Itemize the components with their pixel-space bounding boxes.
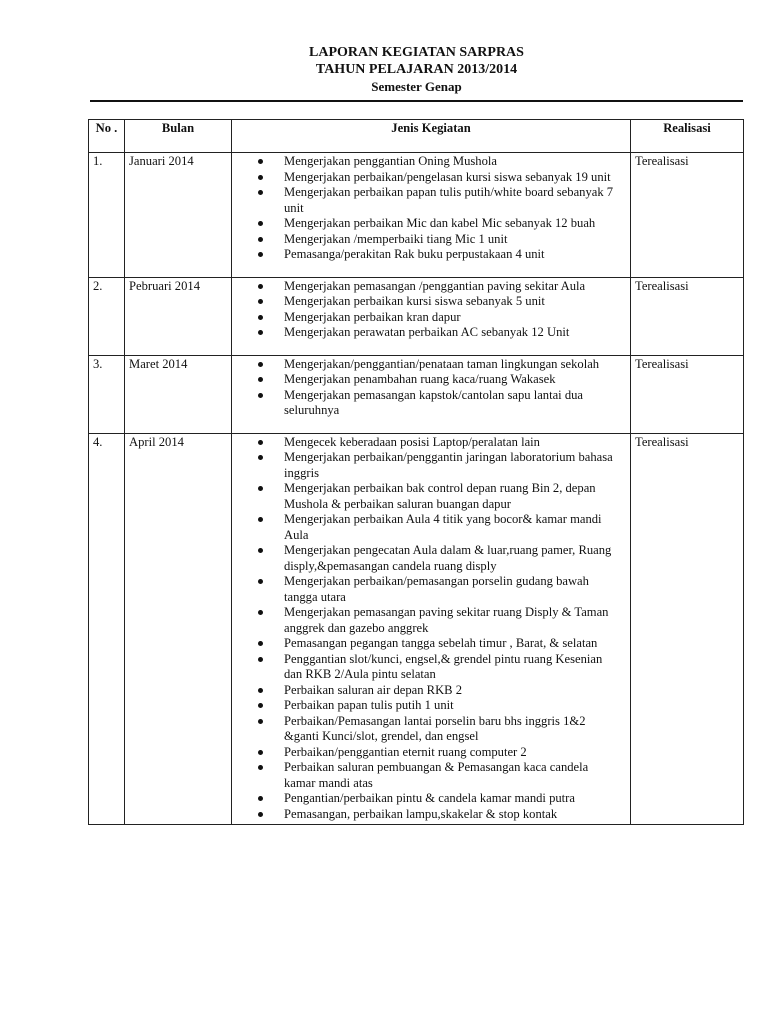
list-item xyxy=(236,698,626,714)
activity-text: Pengantian/perbaikan pintu & candela kamar mandi putra xyxy=(284,791,575,805)
row-number: 1. xyxy=(89,153,125,278)
activity-list xyxy=(236,435,626,823)
list-item xyxy=(236,652,626,683)
list-item xyxy=(236,745,626,761)
report-title: LAPORAN KEGIATAN SARPRAS xyxy=(309,45,524,60)
bullet-icon xyxy=(258,486,263,491)
row-month: Januari 2014 xyxy=(125,153,232,278)
activity-text: Mengerjakan /memperbaiki tiang Mic 1 unit xyxy=(284,231,508,246)
bullet-icon xyxy=(258,796,263,801)
list-item xyxy=(236,683,626,699)
bullet-icon xyxy=(258,750,263,755)
bullet-icon xyxy=(258,440,263,445)
activity-text: Mengerjakan pemasangan kapstok/cantolan sapu lantai dua seluruhnya xyxy=(284,387,583,417)
bullet-icon xyxy=(258,377,263,382)
list-item xyxy=(236,185,626,216)
row-status: Terealisasi xyxy=(631,355,744,433)
list-item xyxy=(236,232,626,248)
activity-text: Mengerjakan perbaikan papan tulis putih/white board sebanyak 7 unit xyxy=(284,185,614,215)
list-item xyxy=(236,791,626,807)
bullet-icon xyxy=(258,190,263,195)
activity-text: Perbaikan saluran pembuangan & Pemasangan kaca candela kamar mandi atas xyxy=(284,760,589,790)
row-status: Terealisasi xyxy=(631,277,744,355)
list-item xyxy=(236,605,626,636)
list-item xyxy=(236,543,626,574)
activity-text: Mengerjakan perbaikan Mic dan kabel Mic sebanyak 12 buah xyxy=(284,216,596,230)
activity-text: Penggantian slot/kunci, engsel,& grendel pintu ruang Kesenian dan RKB 2/Aula pintu selatan xyxy=(284,651,603,681)
activity-text: Mengerjakan pengecatan Aula dalam & luar,ruang pamer, Ruang disply,&pemasangan candela ruang disply xyxy=(284,543,612,573)
bullet-icon xyxy=(258,284,263,289)
list-item xyxy=(236,294,626,310)
bullet-icon xyxy=(258,175,263,180)
row-activities xyxy=(232,355,631,433)
bullet-icon xyxy=(258,362,263,367)
row-number: 2. xyxy=(89,277,125,355)
bullet-icon xyxy=(258,579,263,584)
list-item xyxy=(236,310,626,326)
activity-text: Mengerjakan penambahan ruang kaca/ruang Wakasek xyxy=(284,372,556,386)
table-row xyxy=(89,153,744,278)
activity-text: Perbaikan papan tulis putih 1 unit xyxy=(284,698,454,712)
bullet-icon xyxy=(258,237,263,242)
table-header-row xyxy=(89,120,744,153)
bullet-icon xyxy=(258,610,263,615)
bullet-icon xyxy=(258,315,263,320)
activity-text: Mengerjakan/penggantian/penataan taman lingkungan sekolah xyxy=(284,356,600,371)
list-item xyxy=(236,714,626,745)
bullet-icon xyxy=(258,548,263,553)
activity-text: Mengerjakan perbaikan Aula 4 titik yang bocor& kamar mandi Aula xyxy=(284,512,602,542)
column-header-no: No . xyxy=(89,120,125,153)
activity-text: Perbaikan saluran air depan RKB 2 xyxy=(284,682,463,697)
column-header-jenis-kegiatan: Jenis Kegiatan xyxy=(232,120,631,153)
list-item xyxy=(236,325,626,341)
bullet-icon xyxy=(258,517,263,522)
bullet-icon xyxy=(258,455,263,460)
bullet-icon xyxy=(258,393,263,398)
list-item xyxy=(236,216,626,232)
row-month: Pebruari 2014 xyxy=(125,277,232,355)
bullet-icon xyxy=(258,330,263,335)
row-activities xyxy=(232,433,631,825)
list-item xyxy=(236,636,626,652)
list-item xyxy=(236,574,626,605)
list-item xyxy=(236,247,626,263)
activity-text: Mengerjakan perbaikan kursi siswa sebanyak 5 unit xyxy=(284,294,545,308)
bullet-icon xyxy=(258,159,263,164)
list-item xyxy=(236,481,626,512)
activity-list xyxy=(236,357,626,419)
table-body xyxy=(89,153,744,825)
activity-text: Mengerjakan perbaikan kran dapur xyxy=(284,309,461,324)
table-row xyxy=(89,433,744,825)
row-month: Maret 2014 xyxy=(125,355,232,433)
activity-text: Mengerjakan pemasangan paving sekitar ruang Disply & Taman anggrek dan gazebo anggrek xyxy=(284,605,609,635)
list-item xyxy=(236,388,626,419)
list-item xyxy=(236,279,626,295)
list-item xyxy=(236,512,626,543)
table-row xyxy=(89,277,744,355)
column-header-realisasi: Realisasi xyxy=(631,120,744,153)
list-item xyxy=(236,357,626,373)
activity-text: Mengerjakan perawatan perbaikan AC sebanyak 12 Unit xyxy=(284,325,570,339)
row-activities xyxy=(232,277,631,355)
document-header xyxy=(90,44,743,95)
activity-text: Mengecek keberadaan posisi Laptop/peralatan lain xyxy=(284,434,540,449)
list-item xyxy=(236,372,626,388)
activity-text: Mengerjakan pemasangan /penggantian paving sekitar Aula xyxy=(284,278,586,293)
list-item xyxy=(236,435,626,451)
bullet-icon xyxy=(258,657,263,662)
activity-text: Pemasangan pegangan tangga sebelah timur , Barat, & selatan xyxy=(284,636,598,650)
activity-text: Mengerjakan perbaikan/penggantin jaringan laboratorium bahasa inggris xyxy=(284,450,613,480)
activity-table xyxy=(88,119,744,825)
row-number: 4. xyxy=(89,433,125,825)
row-activities xyxy=(232,153,631,278)
activity-text: Pemasangan, perbaikan lampu,skakelar & stop kontak xyxy=(284,806,558,821)
list-item xyxy=(236,760,626,791)
row-month: April 2014 xyxy=(125,433,232,825)
list-item xyxy=(236,170,626,186)
bullet-icon xyxy=(258,299,263,304)
activity-text: Mengerjakan perbaikan bak control depan ruang Bin 2, depan Mushola & perbaikan saluran buangan dapur xyxy=(284,481,596,511)
activity-list xyxy=(236,154,626,263)
column-header-bulan: Bulan xyxy=(125,120,232,153)
row-status: Terealisasi xyxy=(631,433,744,825)
list-item xyxy=(236,807,626,823)
bullet-icon xyxy=(258,765,263,770)
bullet-icon xyxy=(258,703,263,708)
activity-text: Pemasanga/perakitan Rak buku perpustakaan 4 unit xyxy=(284,247,545,261)
row-number: 3. xyxy=(89,355,125,433)
report-year: TAHUN PELAJARAN 2013/2014 xyxy=(315,62,518,77)
activity-text: Mengerjakan perbaikan/pemasangan porselin gudang bawah tangga utara xyxy=(284,574,589,604)
activity-text: Perbaikan/penggantian eternit ruang computer 2 xyxy=(284,744,527,759)
header-divider xyxy=(90,100,743,102)
activity-text: Perbaikan/Pemasangan lantai porselin baru bhs inggris 1&2 &ganti Kunci/slot, grendel, dan engsel xyxy=(284,713,586,743)
row-status: Terealisasi xyxy=(631,153,744,278)
bullet-icon xyxy=(258,812,263,817)
activity-list xyxy=(236,279,626,341)
bullet-icon xyxy=(258,688,263,693)
bullet-icon xyxy=(258,252,263,257)
table-row xyxy=(89,355,744,433)
list-item xyxy=(236,154,626,170)
report-semester: Semester Genap xyxy=(371,79,462,94)
activity-text: Mengerjakan perbaikan/pengelasan kursi siswa sebanyak 19 unit xyxy=(284,169,611,184)
activity-text: Mengerjakan penggantian Oning Mushola xyxy=(284,154,497,168)
list-item xyxy=(236,450,626,481)
bullet-icon xyxy=(258,719,263,724)
bullet-icon xyxy=(258,221,263,226)
bullet-icon xyxy=(258,641,263,646)
